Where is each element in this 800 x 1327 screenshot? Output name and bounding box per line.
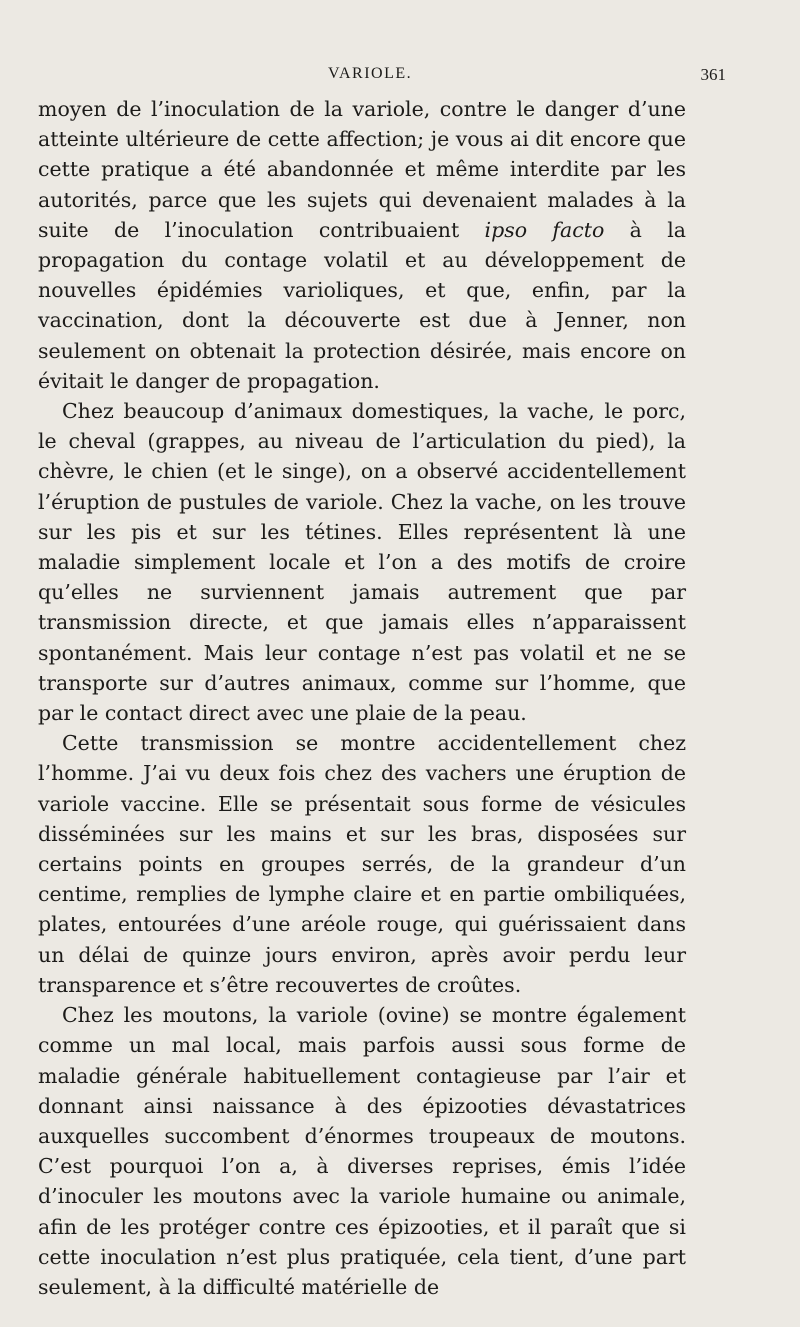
paragraph-3: Cette transmission se montre accidentellement chez l’homme. J’ai vu deux fois chez des vachers une éruption de variole vaccine. Elle se présentait sous forme de vésicules disséminées sur les mains et sur les bras, disposées sur certains points en groupes serrés, de la grandeur d’un centime, remplies de lymphe claire et en partie ombiliquées, plates, entourées d’une aréole rouge, qui guérissaient dans un délai de quinze jours environ, après avoir perdu leur transparence et s’être recouvertes de croûtes. [38,731,686,997]
paragraph-1-text-after-italic: à la propagation du contage volatil et au développement de nouvelles épidémies varioliques, et que, enfin, par la vaccination, dont la découverte est due à Jenner, non seulement on obtenait la protection désirée, mais encore on évitait le danger de propagation. [38,217,686,393]
paragraph-4: Chez les moutons, la variole (ovine) se montre également comme un mal local, mais parfois aussi sous forme de maladie générale habituellement contagieuse par l’air et donnant ainsi naissance à des épizooties dévastatrices auxquelles succombent d’énormes troupeaux de moutons. C’est pourquoi l’on a, à diverses reprises, émis l’idée d’inoculer les moutons avec la variole humaine ou animale, afin de les protéger contre ces épizooties, et il paraît que si cette inoculation n’est plus pratiquée, cela tient, d’une part seulement, à la difficulté matérielle de [38,1003,686,1299]
paragraph-2: Chez beaucoup d’animaux domestiques, la vache, le porc, le cheval (grappes, au niveau de l’articulation du pied), la chèvre, le chien (et le singe), on a observé accidentellement l’éruption de pustules de variole. Chez la vache, on les trouve sur les pis et sur les tétines. Elles représentent là une maladie simplement locale et l’on a des motifs de croire qu’elles ne surviennent jamais autrement que par transmission directe, et que jamais elles n’apparaissent spontanément. Mais leur contage n’est pas volatil et ne se transporte sur d’autres animaux, comme sur l’homme, que par le contact direct avec une plaie de la peau. [38,399,686,726]
running-title: VARIOLE. [328,65,413,82]
page-number: 361 [700,65,726,84]
paragraph-1-italic-term: ipso facto [484,217,605,242]
paragraph-1-text-before-italic: moyen de l’inoculation de la variole, contre le danger d’une atteinte ultérieure de cette affection; je vous ai dit encore que cette pratique a été abandonnée et même interdite par les autorités, parce que les sujets qui devenaient malades à la suite de l’inoculation contribuaient [38,97,686,242]
body-text [38,94,686,1302]
page-header [38,58,726,94]
paragraph-1 [38,94,686,396]
